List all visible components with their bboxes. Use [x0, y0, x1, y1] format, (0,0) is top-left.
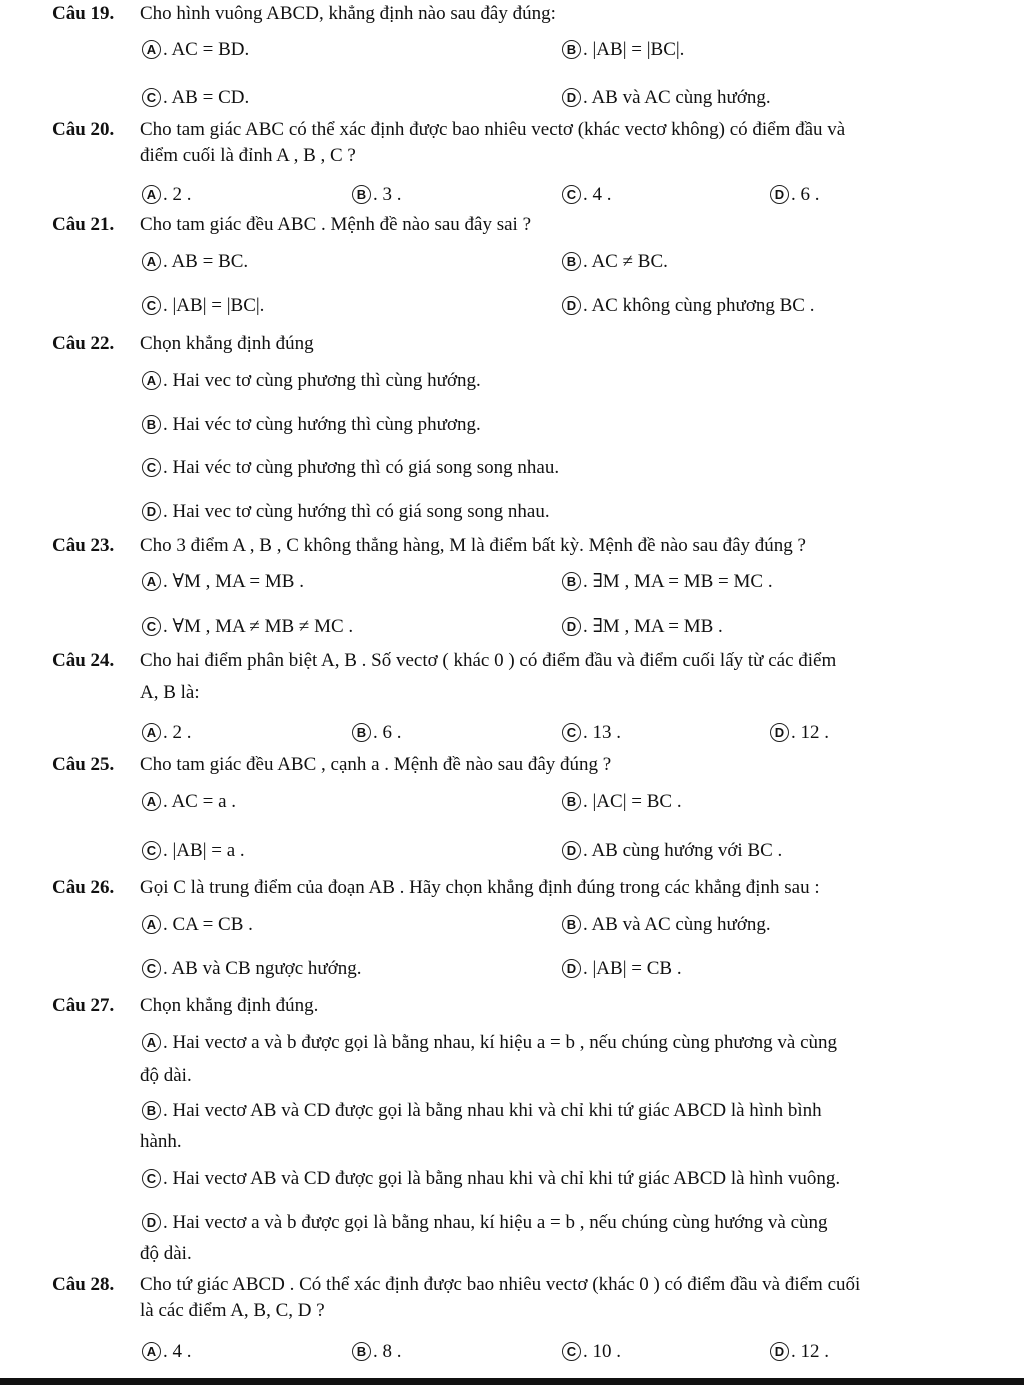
option-19-b[interactable]: B . |AB| = |BC|. — [562, 39, 684, 61]
option-text: 13 . — [592, 722, 621, 743]
option-letter-circle: D — [562, 296, 581, 315]
option-letter-circle: C — [142, 617, 161, 636]
option-text: AB cùng hướng với BC . — [591, 840, 783, 861]
option-letter-circle: B — [142, 1101, 161, 1120]
option-letter-circle: A — [142, 252, 161, 271]
option-26-c[interactable]: C . AB và CB ngược hướng. — [142, 958, 362, 980]
option-letter-circle: B — [562, 40, 581, 59]
option-text: 12 . — [800, 1341, 829, 1362]
option-23-a[interactable]: A . ∀M , MA = MB . — [142, 570, 304, 593]
question-number: Câu 24. — [52, 650, 115, 671]
option-letter-circle: C — [142, 88, 161, 107]
option-letter-circle: A — [142, 1342, 161, 1361]
option-24-d[interactable]: D . 12 . — [770, 722, 829, 744]
question-number: Câu 27. — [52, 995, 115, 1016]
option-text: AC = BD. — [171, 39, 250, 60]
option-26-d[interactable]: D . |AB| = CB . — [562, 958, 682, 980]
option-text: 2 . — [172, 184, 192, 205]
option-letter-circle: A — [142, 915, 161, 934]
option-24-b[interactable]: B . 6 . — [352, 722, 402, 744]
option-letter-circle: C — [142, 296, 161, 315]
option-19-d[interactable]: D . AB và AC cùng hướng. — [562, 87, 771, 109]
option-text: |AC| = BC . — [592, 791, 682, 812]
option-text: AB = CD. — [171, 87, 250, 108]
option-28-a[interactable]: A . 4 . — [142, 1341, 192, 1363]
option-letter-circle: D — [770, 723, 789, 742]
option-19-a[interactable]: A . AC = BD. — [142, 39, 249, 61]
option-letter-circle: B — [352, 1342, 371, 1361]
option-letter-circle: D — [562, 959, 581, 978]
option-text: 6 . — [800, 184, 820, 205]
option-letter-circle: B — [352, 185, 371, 204]
question-20 — [52, 119, 982, 141]
option-text: AC không cùng phương BC . — [591, 295, 815, 316]
option-letter-circle: C — [142, 458, 161, 477]
question-25 — [52, 754, 982, 776]
option-25-c[interactable]: C . |AB| = a . — [142, 840, 245, 862]
option-letter-circle: B — [562, 792, 581, 811]
option-27-b[interactable]: B . Hai vectơ AB và CD được gọi là bằng nhau khi và chỉ khi tứ giác ABCD là hình bình — [142, 1100, 822, 1122]
question-number: Câu 22. — [52, 333, 115, 354]
option-22-b[interactable]: B . Hai véc tơ cùng hướng thì cùng phương. — [142, 414, 481, 436]
option-letter-circle: D — [770, 1342, 789, 1361]
option-text: Hai vectơ AB và CD được gọi là bằng nhau khi và chỉ khi tứ giác ABCD là hình bình — [172, 1100, 822, 1121]
option-22-d[interactable]: D . Hai vec tơ cùng hướng thì có giá song song nhau. — [142, 501, 550, 523]
option-text: CA = CB . — [172, 914, 253, 935]
question-stem: Gọi C là trung điểm của đoạn AB . Hãy chọn khẳng định đúng trong các khẳng định sau : — [140, 877, 820, 898]
option-letter-circle: A — [142, 572, 161, 591]
question-23 — [52, 535, 982, 557]
option-text: AB và CB ngược hướng. — [171, 958, 362, 979]
option-23-b[interactable]: B . ∃M , MA = MB = MC . — [562, 570, 773, 593]
question-27 — [52, 995, 982, 1017]
option-27-d[interactable]: D . Hai vectơ a và b được gọi là bằng nhau, kí hiệu a = b , nếu chúng cùng hướng và cùng — [142, 1212, 828, 1234]
option-text: AC ≠ BC. — [591, 251, 668, 272]
question-number: Câu 23. — [52, 535, 115, 556]
option-text: Hai vectơ AB và CD được gọi là bằng nhau khi và chỉ khi tứ giác ABCD là hình vuông. — [172, 1168, 841, 1189]
option-text: 4 . — [592, 184, 612, 205]
option-letter-circle: D — [562, 88, 581, 107]
option-22-c[interactable]: C . Hai véc tơ cùng phương thì có giá song song nhau. — [142, 457, 559, 479]
option-20-d[interactable]: D . 6 . — [770, 184, 820, 206]
question-number: Câu 21. — [52, 214, 115, 235]
question-19 — [52, 3, 982, 25]
option-letter-circle: D — [562, 617, 581, 636]
option-letter-circle: C — [562, 185, 581, 204]
option-letter-circle: A — [142, 185, 161, 204]
option-letter-circle: B — [352, 723, 371, 742]
option-letter-circle: B — [562, 915, 581, 934]
option-text: Hai véc tơ cùng phương thì có giá song song nhau. — [172, 457, 560, 478]
question-number: Câu 20. — [52, 119, 115, 140]
option-text: AC = a . — [171, 791, 236, 812]
option-text: 2 . — [172, 722, 192, 743]
option-text: 6 . — [382, 722, 402, 743]
option-letter-circle: B — [142, 415, 161, 434]
option-21-b[interactable]: B . AC ≠ BC. — [562, 251, 668, 273]
option-25-b[interactable]: B . |AC| = BC . — [562, 791, 682, 813]
question-stem: Cho hai điểm phân biệt A, B . Số vectơ ( khác 0 ) có điểm đầu và điểm cuối lấy từ các điểm — [140, 650, 837, 671]
option-27-a[interactable]: A . Hai vectơ a và b được gọi là bằng nhau, kí hiệu a = b , nếu chúng cùng phương và cùng — [142, 1032, 837, 1054]
option-letter-circle: A — [142, 1033, 161, 1052]
question-stem: Cho tứ giác ABCD . Có thể xác định được bao nhiêu vectơ (khác 0 ) có điểm đầu và điểm cuối — [140, 1274, 861, 1295]
option-28-b[interactable]: B . 8 . — [352, 1341, 402, 1363]
option-21-c[interactable]: C . |AB| = |BC|. — [142, 295, 264, 317]
option-text: Hai vec tơ cùng phương thì cùng hướng. — [172, 370, 481, 391]
question-stem: Cho 3 điểm A , B , C không thẳng hàng, M là điểm bất kỳ. Mệnh đề nào sau đây đúng ? — [140, 535, 806, 556]
option-text-continued: độ dài. — [140, 1065, 192, 1086]
option-letter-circle: D — [562, 841, 581, 860]
option-24-a[interactable]: A . 2 . — [142, 722, 192, 744]
option-text: AB = BC. — [171, 251, 249, 272]
question-stem: Cho tam giác đều ABC . Mệnh đề nào sau đây sai ? — [140, 214, 532, 235]
option-text: |AB| = |BC|. — [592, 39, 685, 60]
option-text: Hai vectơ a và b được gọi là bằng nhau, kí hiệu a = b , nếu chúng cùng phương và cùng — [172, 1032, 838, 1053]
option-text: ∃M , MA = MB = MC . — [592, 571, 773, 592]
option-text: ∀M , MA = MB . — [172, 571, 304, 592]
option-text: 3 . — [382, 184, 402, 205]
option-text-continued: độ dài. — [140, 1243, 192, 1264]
option-text: Hai véc tơ cùng hướng thì cùng phương. — [172, 414, 481, 435]
option-text: |AB| = CB . — [592, 958, 682, 979]
option-text: Hai vectơ a và b được gọi là bằng nhau, kí hiệu a = b , nếu chúng cùng hướng và cùng — [172, 1212, 828, 1233]
option-text: ∀M , MA ≠ MB ≠ MC . — [172, 616, 354, 637]
option-20-c[interactable]: C . 4 . — [562, 184, 612, 206]
question-stem-continued: A, B là: — [140, 682, 200, 703]
option-text: 12 . — [800, 722, 829, 743]
question-28 — [52, 1274, 982, 1296]
option-22-a[interactable]: A . Hai vec tơ cùng phương thì cùng hướng. — [142, 370, 481, 392]
question-stem-continued: là các điểm A, B, C, D ? — [140, 1300, 325, 1321]
question-stem-continued: điểm cuối là đỉnh A , B , C ? — [140, 145, 356, 166]
option-text: AB và AC cùng hướng. — [591, 914, 771, 935]
question-number: Câu 19. — [52, 3, 115, 24]
question-number: Câu 28. — [52, 1274, 115, 1295]
option-26-b[interactable]: B . AB và AC cùng hướng. — [562, 914, 771, 936]
option-23-c[interactable]: C . ∀M , MA ≠ MB ≠ MC . — [142, 615, 353, 638]
question-22 — [52, 333, 982, 355]
option-letter-circle: C — [142, 1169, 161, 1188]
option-19-c[interactable]: C . AB = CD. — [142, 87, 249, 109]
option-text-continued: hành. — [140, 1131, 182, 1152]
option-20-b[interactable]: B . 3 . — [352, 184, 402, 206]
option-letter-circle: D — [142, 1213, 161, 1232]
option-letter-circle: A — [142, 371, 161, 390]
option-text: 10 . — [592, 1341, 621, 1362]
option-21-d[interactable]: D . AC không cùng phương BC . — [562, 295, 814, 317]
option-20-a[interactable]: A . 2 . — [142, 184, 192, 206]
option-letter-circle: B — [562, 572, 581, 591]
option-letter-circle: A — [142, 40, 161, 59]
option-26-a[interactable]: A . CA = CB . — [142, 914, 253, 936]
option-text: Hai vec tơ cùng hướng thì có giá song song nhau. — [172, 501, 550, 522]
option-letter-circle: A — [142, 723, 161, 742]
option-text: 4 . — [172, 1341, 192, 1362]
option-text: |AB| = |BC|. — [172, 295, 265, 316]
question-number: Câu 25. — [52, 754, 115, 775]
option-text: AB và AC cùng hướng. — [591, 87, 771, 108]
option-letter-circle: A — [142, 792, 161, 811]
option-letter-circle: D — [770, 185, 789, 204]
option-text: 8 . — [382, 1341, 402, 1362]
option-letter-circle: C — [142, 841, 161, 860]
option-letter-circle: C — [562, 1342, 581, 1361]
question-24 — [52, 650, 982, 672]
option-text: ∃M , MA = MB . — [592, 616, 723, 637]
option-text: |AB| = a . — [172, 840, 245, 861]
option-27-c[interactable]: C . Hai vectơ AB và CD được gọi là bằng nhau khi và chỉ khi tứ giác ABCD là hình vuông. — [142, 1168, 840, 1190]
question-stem: Cho hình vuông ABCD, khẳng định nào sau đây đúng: — [140, 3, 556, 24]
question-26 — [52, 877, 982, 899]
question-stem: Cho tam giác đều ABC , cạnh a . Mệnh đề nào sau đây đúng ? — [140, 754, 612, 775]
question-stem: Chọn khẳng định đúng — [140, 333, 314, 354]
option-letter-circle: B — [562, 252, 581, 271]
option-letter-circle: C — [142, 959, 161, 978]
option-28-c[interactable]: C . 10 . — [562, 1341, 621, 1363]
bottom-edge-bar — [0, 1378, 1024, 1385]
question-number: Câu 26. — [52, 877, 115, 898]
question-stem: Cho tam giác ABC có thể xác định được bao nhiêu vectơ (khác vectơ không) có điểm đầu và — [140, 119, 846, 140]
option-24-c[interactable]: C . 13 . — [562, 722, 621, 744]
option-21-a[interactable]: A . AB = BC. — [142, 251, 248, 273]
option-23-d[interactable]: D . ∃M , MA = MB . — [562, 615, 723, 638]
option-letter-circle: D — [142, 502, 161, 521]
option-letter-circle: C — [562, 723, 581, 742]
question-stem: Chọn khẳng định đúng. — [140, 995, 319, 1016]
option-25-d[interactable]: D . AB cùng hướng với BC . — [562, 840, 782, 862]
question-21 — [52, 214, 982, 236]
option-28-d[interactable]: D . 12 . — [770, 1341, 829, 1363]
option-25-a[interactable]: A . AC = a . — [142, 791, 236, 813]
